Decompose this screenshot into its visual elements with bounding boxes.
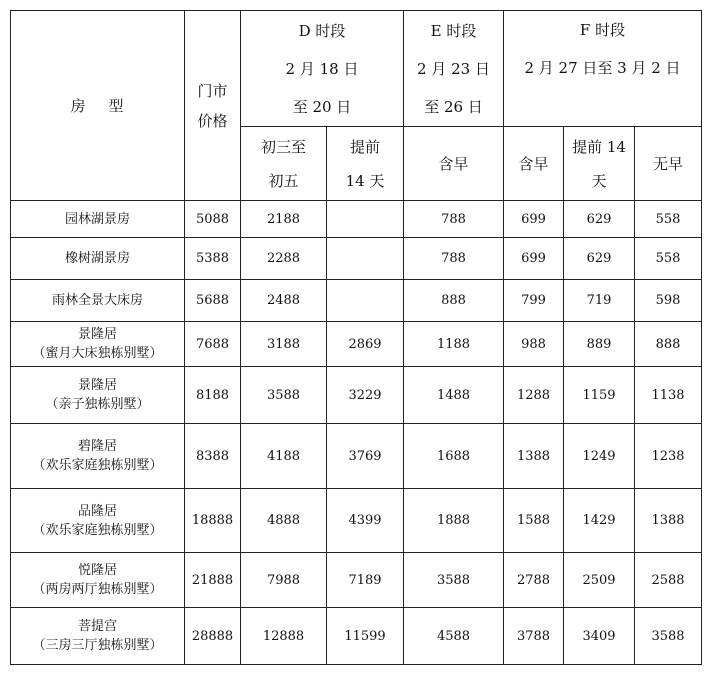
f-no-breakfast-cell: 888 <box>635 322 702 367</box>
table-row <box>11 322 702 367</box>
d-early-days-cell: 2288 <box>241 238 327 280</box>
header-period-e <box>404 11 504 127</box>
room-rate-table <box>10 10 702 665</box>
door-price-cell: 7688 <box>185 322 241 367</box>
header-room-type-char-2: 型 <box>108 97 125 115</box>
door-price-cell: 28888 <box>185 608 241 665</box>
table-row <box>11 553 702 608</box>
d-early-days-cell: 4888 <box>241 489 327 553</box>
period-f-title: F 时段 <box>579 21 626 39</box>
header-f-breakfast <box>504 127 564 201</box>
f-advance-cell: 3409 <box>564 608 635 665</box>
f-breakfast-cell: 699 <box>504 238 564 280</box>
header-door-price-line-1: 门市 <box>197 81 228 100</box>
d-early-days-cell: 12888 <box>241 608 327 665</box>
period-d-title: D 时段 <box>298 21 346 40</box>
room-name-cell <box>11 238 185 280</box>
room-name-cell <box>11 489 185 553</box>
room-subtitle: （欢乐家庭独栋别墅） <box>32 522 163 538</box>
f-breakfast-cell: 3788 <box>504 608 564 665</box>
period-e-date-start: 2 月 23 日 <box>417 59 490 78</box>
d-early-days-cell: 4188 <box>241 424 327 489</box>
e-breakfast-cell: 1688 <box>404 424 504 489</box>
table-row <box>11 280 702 322</box>
f-breakfast-cell: 2788 <box>504 553 564 608</box>
room-subtitle: （欢乐家庭独栋别墅） <box>32 458 163 473</box>
header-e-breakfast-label: 含早 <box>438 154 469 173</box>
header-room-type <box>11 11 185 201</box>
e-breakfast-cell: 1488 <box>404 367 504 424</box>
f-advance-cell: 889 <box>564 322 635 367</box>
period-d-date-start: 2 月 18 日 <box>285 59 359 78</box>
room-name-cell <box>11 608 185 665</box>
f-no-breakfast-cell: 1138 <box>635 367 702 424</box>
f-breakfast-cell: 1288 <box>504 367 564 424</box>
e-breakfast-cell: 888 <box>404 280 504 322</box>
room-subtitle: （蜜月大床独栋别墅） <box>32 346 163 361</box>
d-early-days-cell: 2488 <box>241 280 327 322</box>
header-d-advance-14 <box>327 127 404 201</box>
door-price-cell: 21888 <box>185 553 241 608</box>
room-name: 雨林全景大床房 <box>51 293 143 308</box>
f-advance-cell: 1159 <box>564 367 635 424</box>
door-price-cell: 8188 <box>185 367 241 424</box>
room-name-cell <box>11 367 185 424</box>
f-advance-cell: 1249 <box>564 424 635 489</box>
d-advance-cell <box>327 238 404 280</box>
table-row <box>11 238 702 280</box>
d-advance-cell: 4399 <box>327 489 404 553</box>
header-d-early-days-line-1: 初三至 <box>260 137 306 156</box>
f-breakfast-cell: 1588 <box>504 489 564 553</box>
table-row <box>11 201 702 238</box>
d-advance-cell: 2869 <box>327 322 404 367</box>
f-no-breakfast-cell: 598 <box>635 280 702 322</box>
d-advance-cell: 3769 <box>327 424 404 489</box>
d-early-days-cell: 3588 <box>241 367 327 424</box>
f-breakfast-cell: 799 <box>504 280 564 322</box>
room-name-cell <box>11 201 185 238</box>
e-breakfast-cell: 788 <box>404 238 504 280</box>
table-row <box>11 489 702 553</box>
f-advance-cell: 1429 <box>564 489 635 553</box>
header-f-no-breakfast-label: 无早 <box>653 154 684 173</box>
door-price-cell: 5388 <box>185 238 241 280</box>
header-d-early-days <box>241 127 327 201</box>
door-price-cell: 18888 <box>185 489 241 553</box>
f-breakfast-cell: 699 <box>504 201 564 238</box>
e-breakfast-cell: 1188 <box>404 322 504 367</box>
room-name-cell <box>11 322 185 367</box>
room-name: 园林湖景房 <box>64 211 130 227</box>
f-no-breakfast-cell: 3588 <box>635 608 702 665</box>
room-name: 景隆居 <box>77 378 117 393</box>
d-early-days-cell: 7988 <box>241 553 327 608</box>
header-f-advance-14 <box>564 127 635 201</box>
room-subtitle: （三房三厅独栋别墅） <box>32 638 163 653</box>
f-advance-cell: 629 <box>564 201 635 238</box>
f-breakfast-cell: 988 <box>504 322 564 367</box>
header-door-price <box>185 11 241 201</box>
header-room-type-char-1: 房 <box>70 97 87 115</box>
door-price-cell: 5688 <box>185 280 241 322</box>
table-row <box>11 367 702 424</box>
d-advance-cell <box>327 201 404 238</box>
d-advance-cell <box>327 280 404 322</box>
period-e-date-end: 至 26 日 <box>424 97 483 116</box>
f-breakfast-cell: 1388 <box>504 424 564 489</box>
header-period-d <box>241 11 404 127</box>
d-advance-cell: 7189 <box>327 553 404 608</box>
e-breakfast-cell: 4588 <box>404 608 504 665</box>
door-price-cell: 5088 <box>185 201 241 238</box>
e-breakfast-cell: 788 <box>404 201 504 238</box>
table-row <box>11 608 702 665</box>
room-name-cell <box>11 424 185 489</box>
e-breakfast-cell: 1888 <box>404 489 504 553</box>
f-no-breakfast-cell: 558 <box>635 201 702 238</box>
header-f-advance-line-1: 提前 14 <box>572 137 626 156</box>
room-name: 景隆居 <box>77 327 117 342</box>
room-name: 品隆居 <box>77 503 117 519</box>
f-no-breakfast-cell: 2588 <box>635 553 702 608</box>
door-price-cell: 8388 <box>185 424 241 489</box>
period-d-date-end: 至 20 日 <box>292 97 352 116</box>
header-d-early-days-line-2: 初五 <box>268 171 299 190</box>
d-early-days-cell: 2188 <box>241 201 327 238</box>
room-name: 碧隆居 <box>77 439 117 454</box>
room-subtitle: （亲子独栋别墅） <box>45 397 150 412</box>
room-name: 菩提宫 <box>77 619 117 634</box>
e-breakfast-cell: 3588 <box>404 553 504 608</box>
period-e-title: E 时段 <box>430 21 477 40</box>
f-no-breakfast-cell: 1238 <box>635 424 702 489</box>
room-name: 橡树湖景房 <box>64 251 130 266</box>
table-row <box>11 424 702 489</box>
f-advance-cell: 629 <box>564 238 635 280</box>
header-d-advance-line-1: 提前 <box>349 137 380 156</box>
header-e-breakfast <box>404 127 504 201</box>
header-f-breakfast-label: 含早 <box>518 154 549 173</box>
period-f-date-range: 2 月 27 日至 3 月 2 日 <box>524 59 681 77</box>
room-name: 悦隆居 <box>77 563 117 578</box>
header-door-price-line-2: 价格 <box>197 111 228 130</box>
f-advance-cell: 2509 <box>564 553 635 608</box>
d-advance-cell: 11599 <box>327 608 404 665</box>
f-advance-cell: 719 <box>564 280 635 322</box>
header-f-advance-line-2: 天 <box>591 171 607 190</box>
header-f-no-breakfast <box>635 127 702 201</box>
f-no-breakfast-cell: 558 <box>635 238 702 280</box>
room-name-cell <box>11 553 185 608</box>
d-advance-cell: 3229 <box>327 367 404 424</box>
d-early-days-cell: 3188 <box>241 322 327 367</box>
f-no-breakfast-cell: 1388 <box>635 489 702 553</box>
header-d-advance-line-2: 14 天 <box>345 171 385 190</box>
header-period-f <box>504 11 702 127</box>
room-subtitle: （两房两厅独栋别墅） <box>32 582 163 597</box>
room-name-cell <box>11 280 185 322</box>
